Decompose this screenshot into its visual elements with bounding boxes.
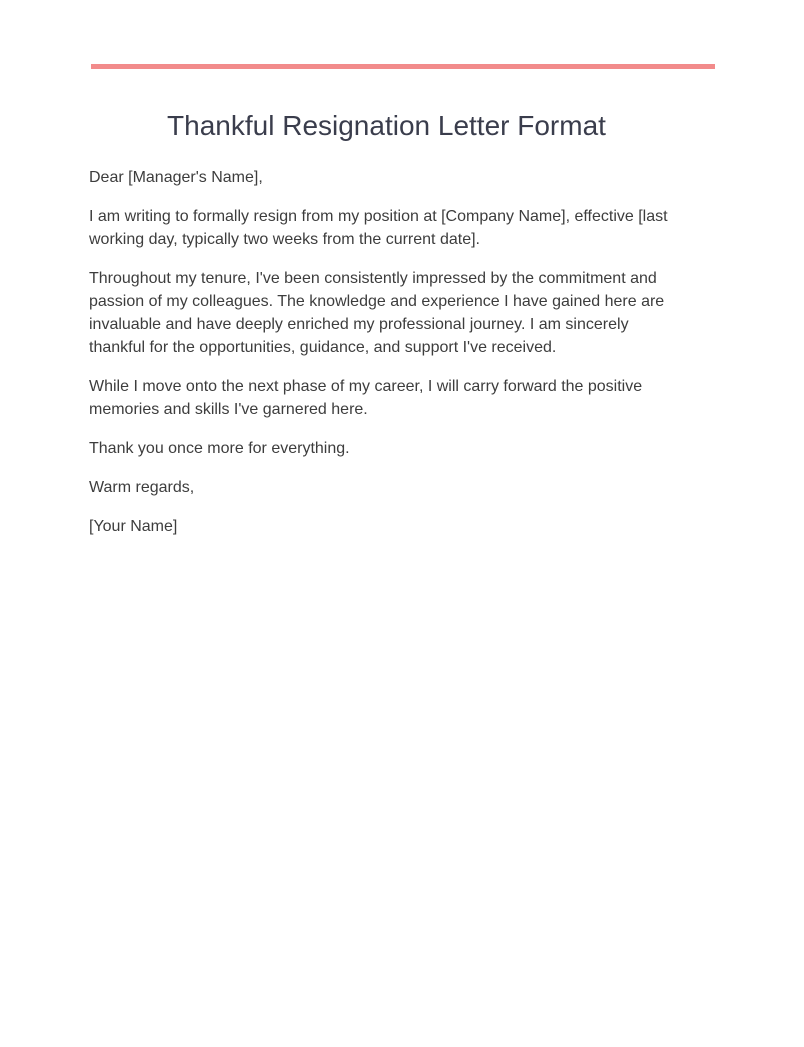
paragraph-next-phase: While I move onto the next phase of my career, I will carry forward the positive memories and skills I've garnered here. xyxy=(89,378,643,418)
paragraph-gratitude: Throughout my tenure, I've been consistently impressed by the commitment and passion of my colleagues. The knowledge and experience I have gained here are invaluable and have deeply enriched my professional journey. I am sincerely thankful for the opportunities, guidance, and support I've received. xyxy=(89,270,665,356)
letter-body xyxy=(89,166,689,554)
document-title: Thankful Resignation Letter Format xyxy=(167,110,606,141)
closing: Warm regards, xyxy=(89,479,195,496)
signature: [Your Name] xyxy=(89,518,178,535)
paragraph-thanks: Thank you once more for everything. xyxy=(89,440,350,457)
header-accent-bar xyxy=(91,64,715,69)
salutation: Dear [Manager's Name], xyxy=(89,169,263,186)
paragraph-resignation: I am writing to formally resign from my position at [Company Name], effective [last working day, typically two weeks from the current date]. xyxy=(89,208,668,248)
